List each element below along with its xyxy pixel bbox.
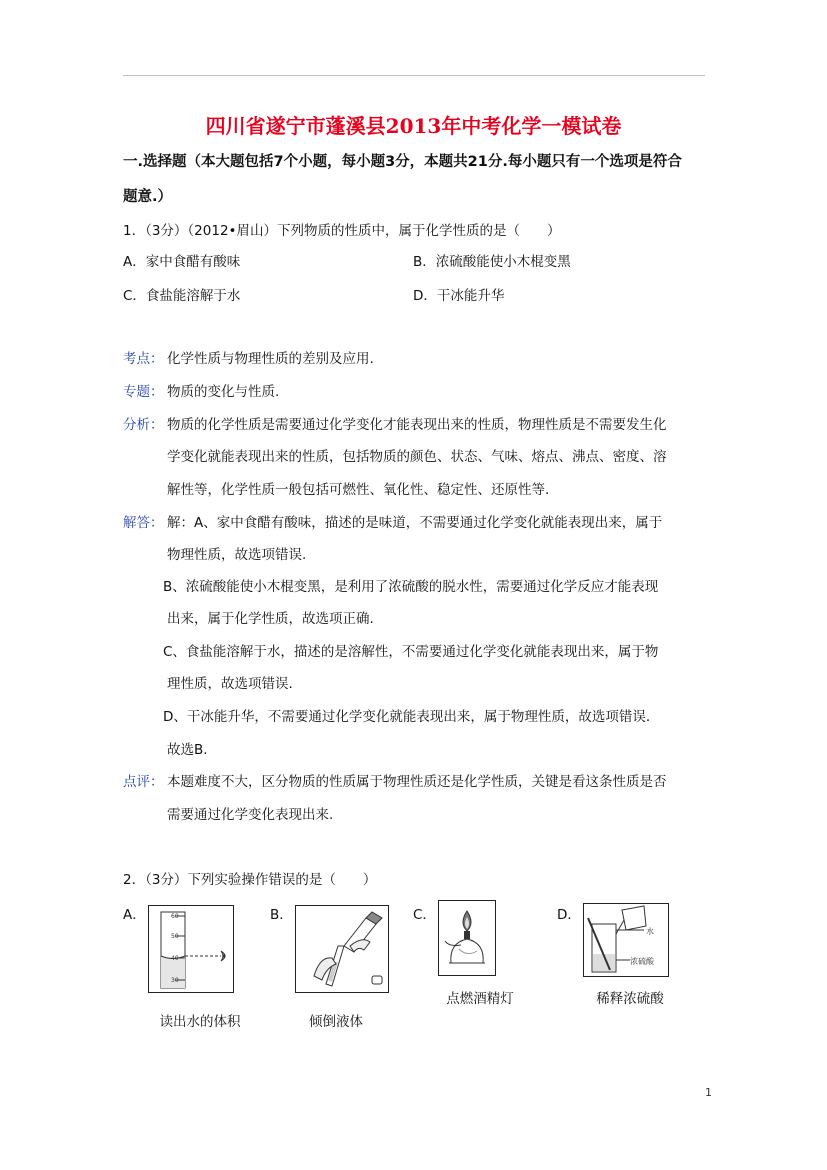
jieda-line-6: 理性质，故选项错误. xyxy=(167,676,293,692)
caption-c: 点燃酒精灯 xyxy=(446,991,514,1007)
alcohol-lamp-illustration xyxy=(439,901,495,975)
q2-stem: 2．（3分）下列实验操作错误的是（ ） xyxy=(123,872,377,888)
tick-40: 40 xyxy=(171,955,179,962)
q1-option-a: A．家中食醋有酸味 xyxy=(123,254,241,270)
q2-letter-d: D． xyxy=(557,907,581,923)
label-conc-acid: 浓硫酸 xyxy=(630,957,654,966)
kaodian-text: 化学性质与物理性质的差别及应用. xyxy=(167,351,374,367)
pouring-illustration xyxy=(296,906,388,992)
dianping-line-2: 需要通过化学变化表现出来. xyxy=(167,807,334,823)
dianping-line-1: 本题难度不大，区分物质的性质属于物理性质还是化学性质，关键是看这条性质是否 xyxy=(167,774,667,790)
q2-letter-c: C． xyxy=(413,907,436,923)
q1-option-d: D．干冰能升华 xyxy=(413,288,505,304)
label-water: 水 xyxy=(646,927,654,936)
figure-light-lamp xyxy=(438,900,496,976)
jieda-line-2: 物理性质，故选项错误. xyxy=(167,547,307,563)
jieda-line-7: D、干冰能升华，不需要通过化学变化就能表现出来，属于物理性质，故选项错误. xyxy=(163,709,651,725)
jieda-line-8: 故选B. xyxy=(167,742,208,758)
jieda-line-3: B、浓硫酸能使小木棍变黑，是利用了浓硫酸的脱水性，需要通过化学反应才能表现 xyxy=(163,579,659,595)
q1-option-b: B．浓硫酸能使小木棍变黑 xyxy=(413,254,571,270)
q2-letter-b: B． xyxy=(270,907,293,923)
fenxi-line-1: 物质的化学性质是需要通过化学变化才能表现出来的性质，物理性质是不需要发生化 xyxy=(167,417,667,433)
q1-stem: 1．（3分）（2012•眉山）下列物质的性质中，属于化学性质的是（ ） xyxy=(123,223,561,239)
tick-60: 60 xyxy=(171,913,179,920)
zhuanti-text: 物质的变化与性质. xyxy=(167,384,280,400)
fenxi-line-2: 学变化就能表现出来的性质，包括物质的颜色、状态、气味、熔点、沸点、密度、溶 xyxy=(167,449,667,465)
figure-pour-liquid xyxy=(295,905,389,993)
tick-50: 50 xyxy=(171,933,179,940)
caption-a: 读出水的体积 xyxy=(159,1014,241,1030)
page-title: 四川省遂宁市蓬溪县2013年中考化学一模试卷 xyxy=(205,114,622,138)
fenxi-label: 分析： xyxy=(123,417,164,433)
page-number: 1 xyxy=(705,1086,712,1099)
figure-dilute-acid xyxy=(583,903,669,977)
zhuanti-label: 专题： xyxy=(123,384,164,400)
q1-option-c: C．食盐能溶解于水 xyxy=(123,288,241,304)
header-rule xyxy=(123,75,705,76)
jieda-line-5: C、食盐能溶解于水，描述的是溶解性，不需要通过化学变化就能表现出来，属于物 xyxy=(163,644,659,660)
figure-read-volume xyxy=(148,905,234,993)
tick-30: 30 xyxy=(171,977,179,984)
dianping-label: 点评： xyxy=(123,774,164,790)
kaodian-label: 考点： xyxy=(123,351,164,367)
caption-d: 稀释浓硫酸 xyxy=(596,991,664,1007)
q2-letter-a: A． xyxy=(123,907,146,923)
dilution-illustration xyxy=(584,904,668,976)
jieda-line-1: 解：A、家中食醋有酸味，描述的是味道，不需要通过化学变化就能表现出来，属于 xyxy=(167,515,663,531)
caption-b: 倾倒液体 xyxy=(309,1014,363,1030)
section-heading-line2: 题意.） xyxy=(123,189,173,205)
jieda-label: 解答： xyxy=(123,515,164,531)
fenxi-line-3: 解性等，化学性质一般包括可燃性、氧化性、稳定性、还原性等. xyxy=(167,482,550,498)
cylinder-illustration xyxy=(149,906,233,992)
section-heading-line1: 一.选择题（本大题包括7个小题，每小题3分，本题共21分.每小题只有一个选项是符合 xyxy=(123,154,682,170)
jieda-line-4: 出来，属于化学性质，故选项正确. xyxy=(167,611,374,627)
